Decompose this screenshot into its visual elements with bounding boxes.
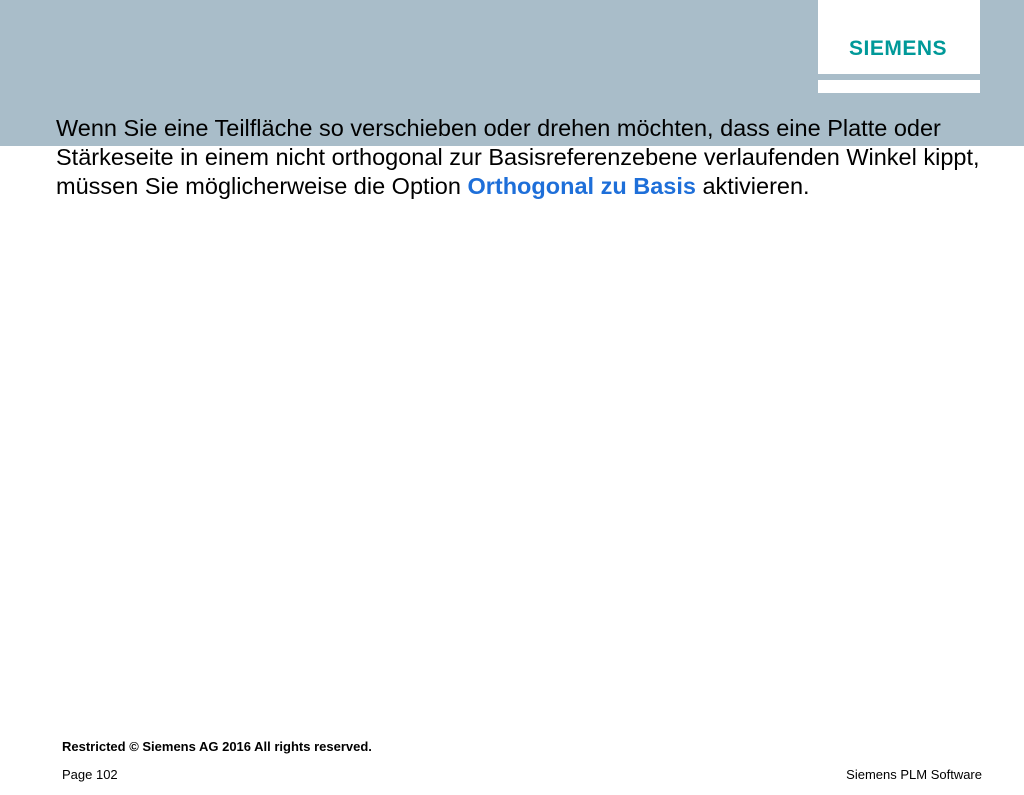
- footer-page-number: Page 102: [62, 767, 118, 782]
- paragraph-text-end: aktivieren.: [695, 173, 810, 199]
- siemens-logo: [818, 0, 980, 74]
- paragraph-text-start: Wenn Sie eine Teilfläche so verschieben oder drehen möchten, dass eine Platte oder Stärkeseite in einem nicht orthogonal zur Basisreferenzebene verlaufenden Winkel kippt, müssen Sie möglicherweise die Option: [56, 115, 980, 199]
- body-paragraph: [56, 114, 986, 201]
- footer-brand: Siemens PLM Software: [846, 767, 982, 782]
- option-name-highlight: Orthogonal zu Basis: [467, 173, 696, 199]
- logo-divider-strip: [818, 80, 980, 93]
- logo-text: SIEMENS: [848, 37, 948, 60]
- footer-copyright: Restricted © Siemens AG 2016 All rights reserved.: [62, 739, 372, 754]
